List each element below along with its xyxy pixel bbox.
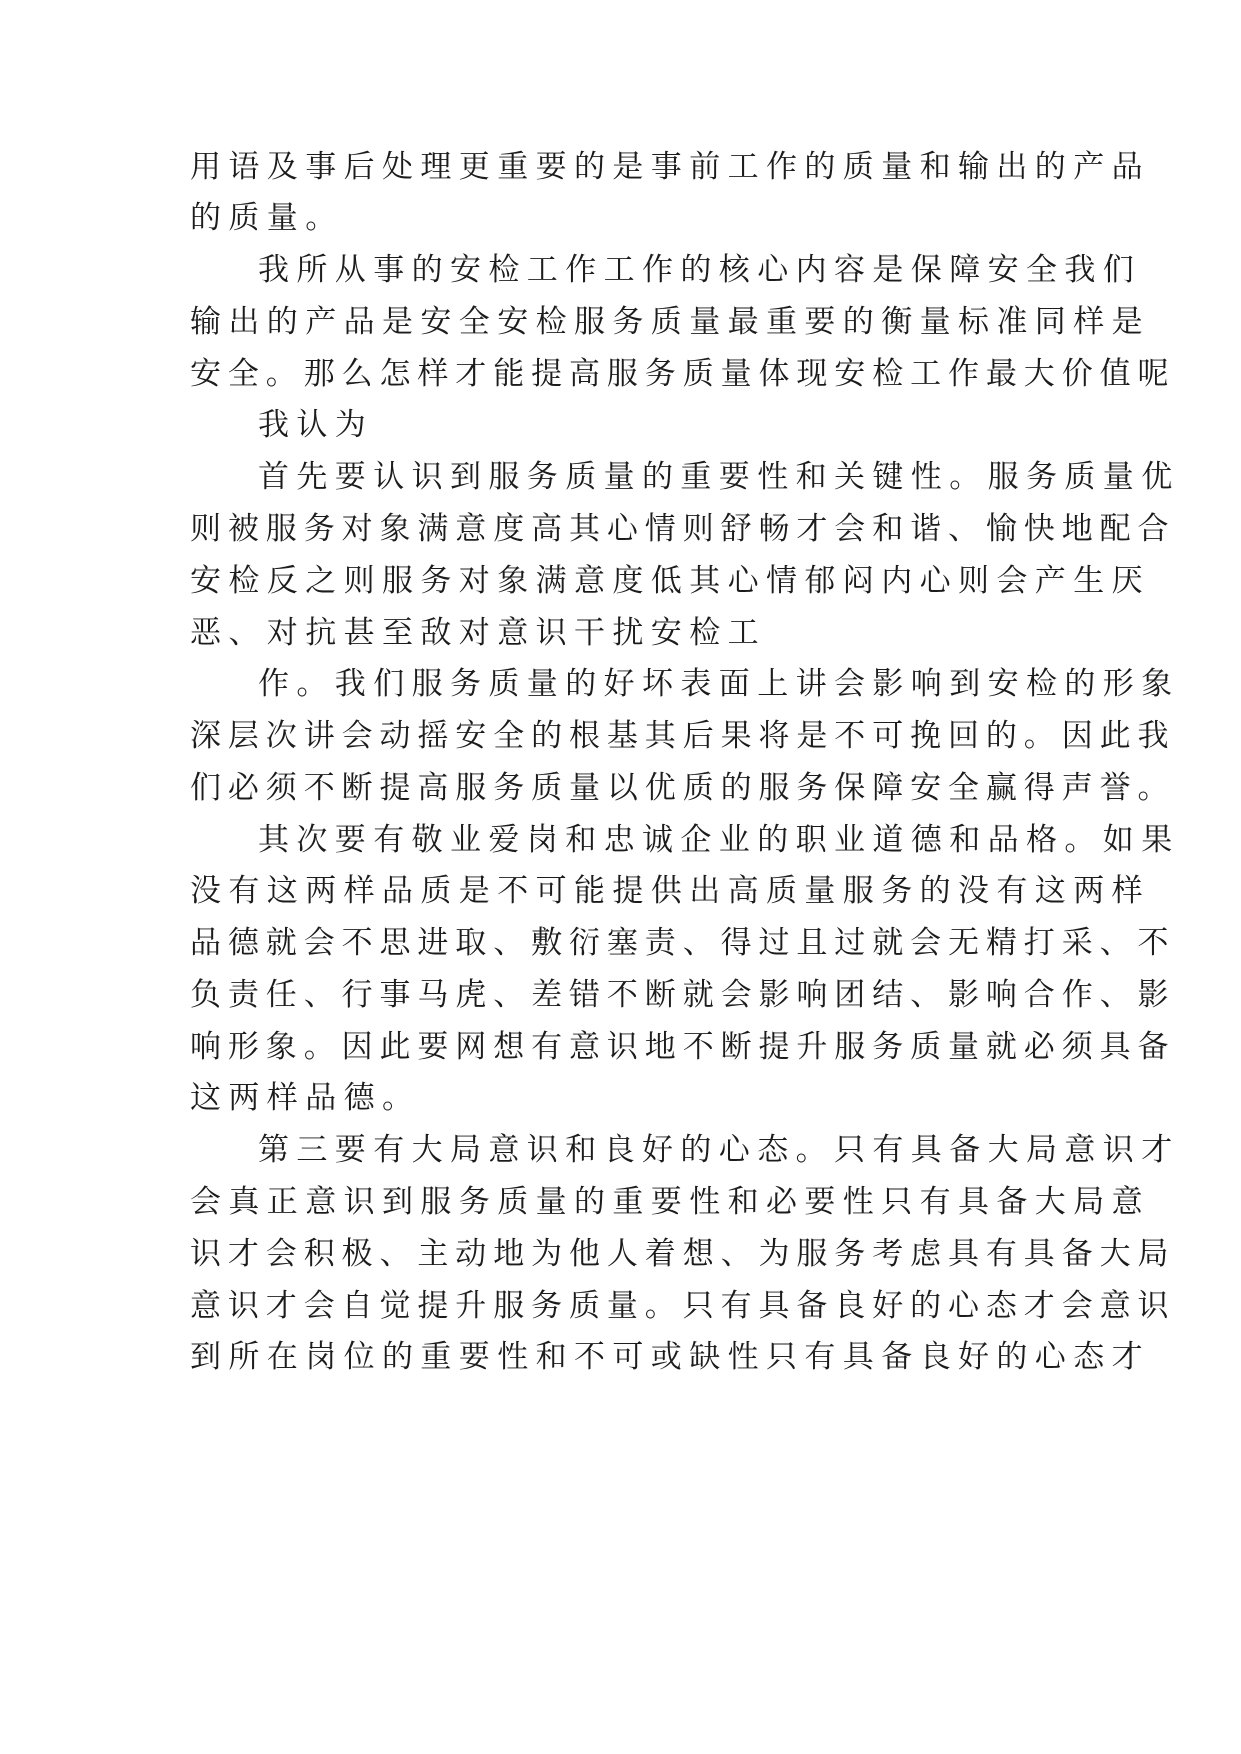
text-line: 恶、对抗甚至敌对意识干扰安检工	[190, 615, 766, 651]
text-line: 的质量。	[190, 200, 344, 236]
text-line: 作。我们服务质量的好坏表面上讲会影响到安检的形象	[258, 666, 1180, 702]
text-line: 安全。那么怎样才能提高服务质量体现安检工作最大价值呢	[190, 356, 1176, 392]
text-line: 会真正意识到服务质量的重要性和必要性只有具备大局意	[190, 1184, 1150, 1220]
text-line: 其次要有敬业爱岗和忠诚企业的职业道德和品格。如果	[258, 822, 1180, 858]
text-line: 负责任、行事马虎、差错不断就会影响团结、影响合作、影	[190, 977, 1176, 1013]
text-line: 到所在岗位的重要性和不可或缺性只有具备良好的心态才	[190, 1339, 1150, 1375]
text-line: 首先要认识到服务质量的重要性和关键性。服务质量优	[258, 459, 1180, 495]
text-line: 则被服务对象满意度高其心情则舒畅才会和谐、愉快地配合	[190, 511, 1176, 547]
text-line: 输出的产品是安全安检服务质量最重要的衡量标准同样是	[190, 304, 1150, 340]
text-line: 没有这两样品质是不可能提供出高质量服务的没有这两样	[190, 873, 1150, 909]
text-line: 识才会积极、主动地为他人着想、为服务考虑具有具备大局	[190, 1236, 1176, 1272]
text-line: 响形象。因此要网想有意识地不断提升服务质量就必须具备	[190, 1029, 1176, 1065]
text-line: 深层次讲会动摇安全的根基其后果将是不可挽回的。因此我	[190, 718, 1176, 754]
text-line: 意识才会自觉提升服务质量。只有具备良好的心态才会意识	[190, 1288, 1176, 1324]
text-line: 们必须不断提高服务质量以优质的服务保障安全赢得声誉。	[190, 770, 1176, 806]
text-line: 我认为	[258, 407, 374, 443]
text-line: 品德就会不思进取、敷衍塞责、得过且过就会无精打采、不	[190, 925, 1176, 961]
text-line: 我所从事的安检工作工作的核心内容是保障安全我们	[258, 252, 1142, 288]
text-line: 用语及事后处理更重要的是事前工作的质量和输出的产品	[190, 149, 1150, 185]
text-line: 安检反之则服务对象满意度低其心情郁闷内心则会产生厌	[190, 563, 1150, 599]
text-line: 第三要有大局意识和良好的心态。只有具备大局意识才	[258, 1132, 1180, 1168]
text-line: 这两样品德。	[190, 1080, 421, 1116]
